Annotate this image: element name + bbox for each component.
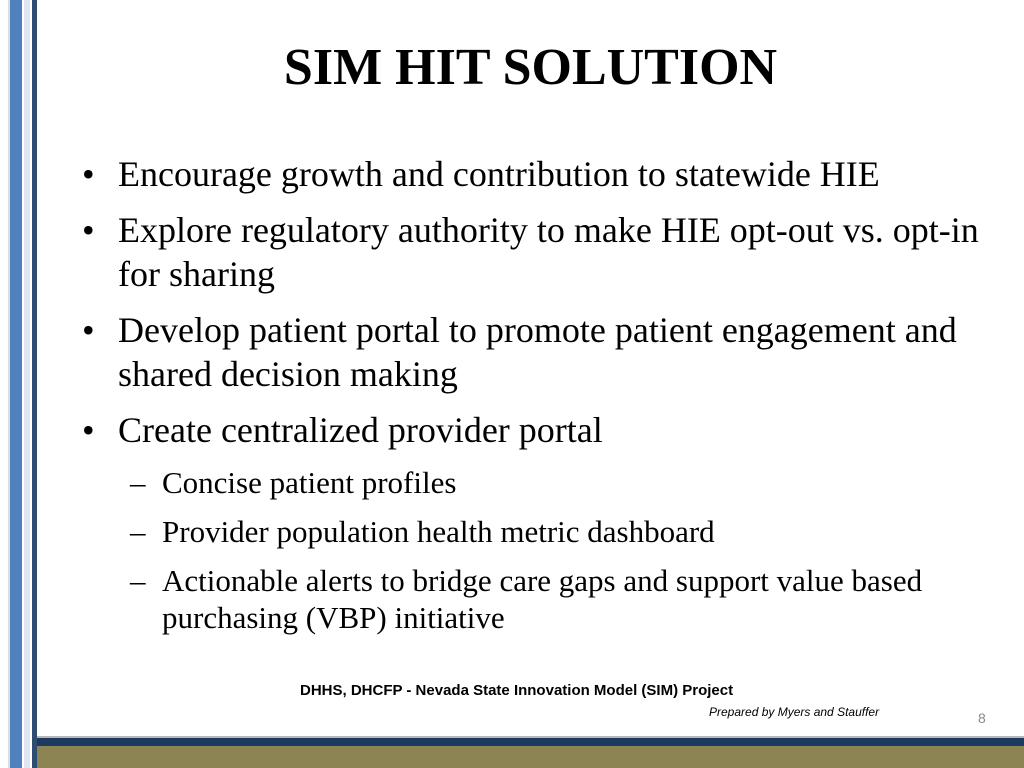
bullet-marker: • xyxy=(82,210,95,250)
left-border-stripe xyxy=(24,0,30,768)
sub-bullet-marker: – xyxy=(130,514,146,549)
bullet-item xyxy=(78,152,998,196)
sub-bullet-item xyxy=(78,562,998,636)
slide-title: SIM HIT SOLUTION xyxy=(283,39,778,96)
left-border-stripe xyxy=(32,0,37,768)
bullet-text: Encourage growth and contribution to statewide HIE xyxy=(118,154,880,194)
bullet-text: Develop patient portal to promote patient engagement and shared decision making xyxy=(118,310,957,394)
sub-bullet-text: Actionable alerts to bridge care gaps and support value based purchasing (VBP) initiative xyxy=(162,563,923,635)
sub-bullet-text: Provider population health metric dashboard xyxy=(162,514,715,549)
bullet-list xyxy=(78,152,998,648)
page-number: 8 xyxy=(978,710,986,726)
bottom-olive-band xyxy=(37,746,1024,768)
bullet-marker: • xyxy=(82,154,95,194)
bullet-item xyxy=(78,208,998,296)
left-border-stripe xyxy=(0,0,10,768)
footer-project-name: DHHS, DHCFP - Nevada State Innovation Model (SIM) Project xyxy=(300,682,734,699)
left-accent-bar xyxy=(10,0,22,768)
bullet-text: Explore regulatory authority to make HIE opt-out vs. opt-in for sharing xyxy=(118,210,979,294)
sub-bullet-item xyxy=(78,513,998,550)
bullet-item xyxy=(78,308,998,396)
footer-prepared-by: Prepared by Myers and Stauffer xyxy=(709,705,880,719)
sub-bullet-marker: – xyxy=(130,465,146,500)
bullet-item xyxy=(78,408,998,452)
sub-bullet-item xyxy=(78,464,998,501)
bullet-text: Create centralized provider portal xyxy=(118,410,603,450)
bottom-navy-band xyxy=(37,738,1024,746)
bullet-marker: • xyxy=(82,310,95,350)
sub-bullet-text: Concise patient profiles xyxy=(162,465,457,500)
bullet-marker: • xyxy=(82,410,95,450)
sub-bullet-marker: – xyxy=(130,563,146,598)
